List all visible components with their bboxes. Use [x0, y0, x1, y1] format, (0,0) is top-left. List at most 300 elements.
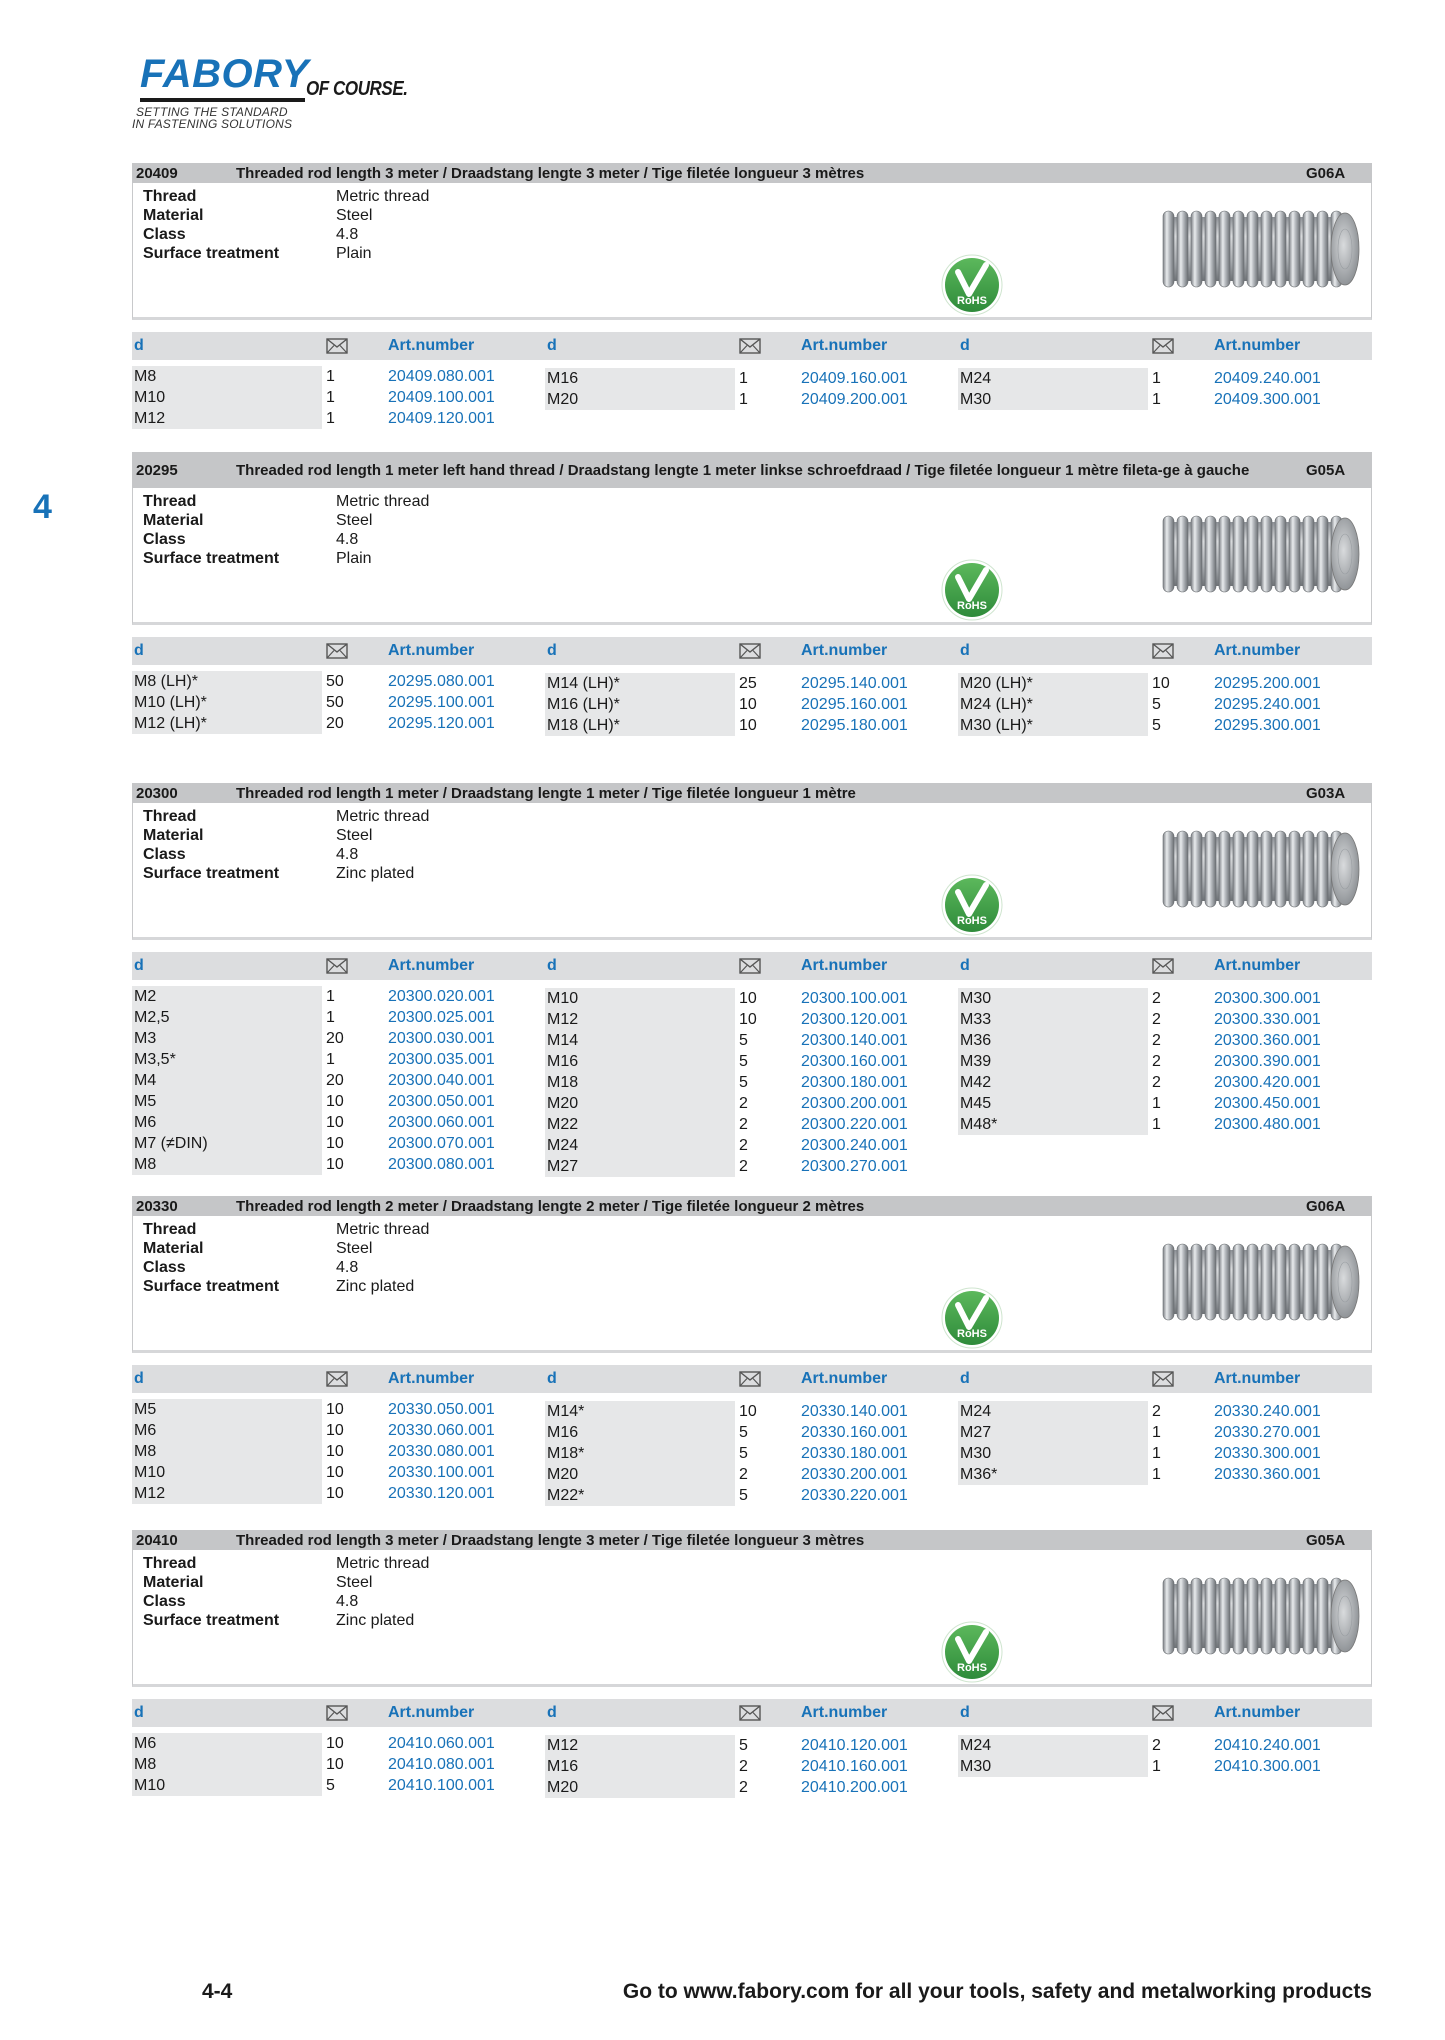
envelope-icon — [1152, 642, 1174, 660]
thread-size: M10 — [132, 387, 322, 408]
brand-name: FABORY — [140, 52, 309, 96]
rohs-badge — [941, 1621, 1003, 1683]
rohs-label: RoHS — [957, 1662, 987, 1674]
footer-website-cta: Go to www.fabory.com for all your tools, safety and metalworking products — [622, 1980, 1372, 2003]
column-header-art-number: Art.number — [801, 1370, 888, 1387]
thread-size: M18* — [545, 1443, 735, 1464]
spec-label-class: Class — [143, 846, 186, 863]
article-number-link[interactable]: 20330.240.001 — [1214, 1403, 1321, 1420]
rohs-label: RoHS — [957, 915, 987, 927]
article-number-link[interactable]: 20410.160.001 — [801, 1758, 908, 1775]
envelope-icon — [326, 642, 348, 660]
thread-size: M5 — [132, 1399, 322, 1420]
thread-size: M24 — [545, 1135, 735, 1156]
column-header-d: d — [960, 1704, 970, 1721]
thread-size: M10 (LH)* — [132, 692, 322, 713]
spec-row-material — [143, 1239, 536, 1258]
envelope-icon — [326, 1370, 348, 1388]
thread-size: M20 — [545, 1777, 735, 1798]
article-number-link[interactable]: 20300.480.001 — [1214, 1116, 1321, 1133]
article-number-link[interactable]: 20300.330.001 — [1214, 1011, 1321, 1028]
spec-box — [132, 1216, 1372, 1353]
pack-quantity: 5 — [739, 1487, 748, 1504]
product-group-code: G03A — [1306, 784, 1346, 802]
article-number-link[interactable]: 20330.120.001 — [388, 1485, 495, 1502]
thread-size: M33 — [958, 1009, 1148, 1030]
threaded-rod-image — [1155, 1570, 1363, 1662]
pack-quantity: 10 — [326, 1156, 344, 1173]
spec-label-surface: Surface treatment — [143, 1612, 280, 1629]
article-number-link[interactable]: 20300.270.001 — [801, 1158, 908, 1175]
column-header-d: d — [547, 642, 557, 659]
pack-quantity: 50 — [326, 694, 344, 711]
article-number-link[interactable]: 20330.220.001 — [801, 1487, 908, 1504]
article-number-link[interactable]: 20330.080.001 — [388, 1443, 495, 1460]
article-number-link[interactable]: 20410.300.001 — [1214, 1758, 1321, 1775]
table-body — [132, 366, 1372, 431]
pack-quantity: 1 — [326, 389, 335, 406]
spec-row-class — [143, 225, 536, 244]
section-header — [132, 1196, 1372, 1216]
article-number-link[interactable]: 20330.140.001 — [801, 1403, 908, 1420]
article-number-link[interactable]: 20330.060.001 — [388, 1422, 495, 1439]
article-number-link[interactable]: 20409.200.001 — [801, 391, 908, 408]
pack-quantity: 5 — [326, 1777, 335, 1794]
envelope-icon — [326, 957, 348, 975]
pack-quantity: 10 — [326, 1443, 344, 1460]
column-header-art-number: Art.number — [801, 642, 888, 659]
section-header — [132, 783, 1372, 803]
pack-quantity: 1 — [1152, 370, 1161, 387]
article-number-link[interactable]: 20330.050.001 — [388, 1401, 495, 1418]
spec-value-surface: Zinc plated — [336, 865, 415, 882]
article-number-link[interactable]: 20300.025.001 — [388, 1009, 495, 1026]
pack-quantity: 10 — [326, 1422, 344, 1439]
spec-row-class — [143, 1592, 536, 1611]
thread-size: M18 (LH)* — [545, 715, 735, 736]
spec-box — [132, 803, 1372, 940]
pack-quantity: 10 — [326, 1485, 344, 1502]
pack-quantity: 10 — [739, 1403, 757, 1420]
spec-label-thread: Thread — [143, 493, 197, 510]
threaded-rod-image — [1155, 823, 1363, 915]
pack-quantity: 2 — [1152, 1074, 1161, 1091]
pack-quantity: 1 — [1152, 1758, 1161, 1775]
spec-label-thread: Thread — [143, 188, 197, 205]
thread-size: M36* — [958, 1464, 1148, 1485]
thread-size: M12 (LH)* — [132, 713, 322, 734]
rohs-badge — [941, 559, 1003, 621]
pack-quantity: 1 — [739, 391, 748, 408]
spec-row-thread — [143, 1220, 536, 1239]
article-number-link[interactable]: 20300.240.001 — [801, 1137, 908, 1154]
spec-row-material — [143, 826, 536, 845]
pack-quantity: 2 — [739, 1137, 748, 1154]
column-header-d: d — [547, 1370, 557, 1387]
thread-size: M3 — [132, 1028, 322, 1049]
spec-value-thread: Metric thread — [336, 808, 430, 825]
pack-quantity: 1 — [326, 410, 335, 427]
article-number-link[interactable]: 20300.180.001 — [801, 1074, 908, 1091]
thread-size: M2,5 — [132, 1007, 322, 1028]
product-code: 20300 — [136, 784, 178, 802]
spec-label-class: Class — [143, 226, 186, 243]
spec-label-surface: Surface treatment — [143, 245, 280, 262]
article-number-link[interactable]: 20295.120.001 — [388, 715, 495, 732]
spec-label-class: Class — [143, 531, 186, 548]
table-body — [132, 1733, 1372, 1798]
pack-quantity: 25 — [739, 675, 757, 692]
thread-size: M16 — [545, 1756, 735, 1777]
pack-quantity: 1 — [326, 1051, 335, 1068]
column-header-art-number: Art.number — [801, 1704, 888, 1721]
column-header-d: d — [134, 642, 144, 659]
article-number-link[interactable]: 20409.120.001 — [388, 410, 495, 427]
article-number-link[interactable]: 20410.120.001 — [801, 1737, 908, 1754]
article-number-link[interactable]: 20410.060.001 — [388, 1735, 495, 1752]
table-header — [132, 332, 1372, 360]
thread-size: M8 — [132, 1441, 322, 1462]
pack-quantity: 10 — [1152, 675, 1170, 692]
article-number-link[interactable]: 20300.300.001 — [1214, 990, 1321, 1007]
spec-row-thread — [143, 1554, 536, 1573]
article-number-link[interactable]: 20300.120.001 — [801, 1011, 908, 1028]
spec-value-material: Steel — [336, 207, 373, 224]
rohs-label: RoHS — [957, 600, 987, 612]
article-number-link[interactable]: 20300.060.001 — [388, 1114, 495, 1131]
thread-size: M24 (LH)* — [958, 694, 1148, 715]
product-title: Threaded rod length 1 meter left hand thread / Draadstang lengte 1 meter linkse schroefdraad / Tige filetée longueur 1 mètre fileta-ge à gauche — [236, 461, 1250, 479]
spec-value-material: Steel — [336, 1574, 373, 1591]
spec-label-material: Material — [143, 1574, 204, 1591]
column-header-d: d — [960, 957, 970, 974]
rohs-badge — [941, 1287, 1003, 1349]
article-number-link[interactable]: 20300.100.001 — [801, 990, 908, 1007]
pack-quantity: 10 — [739, 696, 757, 713]
thread-size: M6 — [132, 1733, 322, 1754]
spec-row-material — [143, 1573, 536, 1592]
pack-quantity: 2 — [1152, 990, 1161, 1007]
product-section-20300 — [132, 783, 1372, 1177]
thread-size: M30 — [958, 389, 1148, 410]
column-header-d: d — [134, 1704, 144, 1721]
pack-quantity: 1 — [326, 1009, 335, 1026]
pack-quantity: 5 — [739, 1737, 748, 1754]
pack-quantity: 10 — [326, 1135, 344, 1152]
spec-row-thread — [143, 492, 536, 511]
article-number-link[interactable]: 20295.100.001 — [388, 694, 495, 711]
spec-value-surface: Zinc plated — [336, 1278, 415, 1295]
threaded-rod-image — [1155, 508, 1363, 600]
pack-quantity: 10 — [326, 1756, 344, 1773]
spec-row-thread — [143, 807, 536, 826]
article-number-link[interactable]: 20410.200.001 — [801, 1779, 908, 1796]
pack-quantity: 2 — [1152, 1053, 1161, 1070]
pack-quantity: 2 — [739, 1158, 748, 1175]
article-number-link[interactable]: 20300.220.001 — [801, 1116, 908, 1133]
pack-quantity: 2 — [1152, 1032, 1161, 1049]
spec-value-thread: Metric thread — [336, 1555, 430, 1572]
spec-label-material: Material — [143, 207, 204, 224]
thread-size: M30 — [958, 1443, 1148, 1464]
article-number-link[interactable]: 20295.180.001 — [801, 717, 908, 734]
spec-label-thread: Thread — [143, 808, 197, 825]
spec-label-surface: Surface treatment — [143, 1278, 280, 1295]
thread-size: M27 — [545, 1156, 735, 1177]
column-header-art-number: Art.number — [1214, 337, 1301, 354]
spec-label-thread: Thread — [143, 1555, 197, 1572]
pack-quantity: 5 — [739, 1074, 748, 1091]
envelope-icon — [739, 642, 761, 660]
spec-row-class — [143, 1258, 536, 1277]
thread-size: M6 — [132, 1112, 322, 1133]
article-number-link[interactable]: 20300.420.001 — [1214, 1074, 1321, 1091]
spec-label-surface: Surface treatment — [143, 550, 280, 567]
envelope-icon — [326, 1704, 348, 1722]
spec-row-surface — [143, 549, 536, 568]
pack-quantity: 10 — [326, 1093, 344, 1110]
product-section-20410 — [132, 1530, 1372, 1798]
spec-label-class: Class — [143, 1259, 186, 1276]
article-number-link[interactable]: 20300.035.001 — [388, 1051, 495, 1068]
section-header — [132, 163, 1372, 183]
thread-size: M7 (≠DIN) — [132, 1133, 322, 1154]
spec-box — [132, 488, 1372, 625]
brand-tagline-2: IN FASTENING SOLUTIONS — [132, 117, 293, 131]
column-header-art-number: Art.number — [1214, 1370, 1301, 1387]
pack-quantity: 1 — [1152, 391, 1161, 408]
article-number-link[interactable]: 20300.390.001 — [1214, 1053, 1321, 1070]
product-title: Threaded rod length 3 meter / Draadstang lengte 3 meter / Tige filetée longueur 3 mètres — [236, 1531, 865, 1549]
spec-row-surface — [143, 864, 536, 883]
pack-quantity: 1 — [326, 368, 335, 385]
pack-quantity: 1 — [326, 988, 335, 1005]
column-header-d: d — [960, 1370, 970, 1387]
article-number-link[interactable]: 20330.270.001 — [1214, 1424, 1321, 1441]
spec-row-material — [143, 511, 536, 530]
envelope-icon — [1152, 957, 1174, 975]
table-header — [132, 1365, 1372, 1393]
envelope-icon — [739, 1704, 761, 1722]
pack-quantity: 1 — [1152, 1445, 1161, 1462]
thread-size: M14 — [545, 1030, 735, 1051]
threaded-rod-image — [1155, 203, 1363, 295]
thread-size: M5 — [132, 1091, 322, 1112]
article-number-link[interactable]: 20330.100.001 — [388, 1464, 495, 1481]
thread-size: M42 — [958, 1072, 1148, 1093]
article-number-link[interactable]: 20300.450.001 — [1214, 1095, 1321, 1112]
thread-size: M2 — [132, 986, 322, 1007]
column-header-art-number: Art.number — [388, 1704, 475, 1721]
product-group-code: G05A — [1306, 461, 1346, 479]
thread-size: M20 — [545, 1464, 735, 1485]
spec-value-thread: Metric thread — [336, 493, 430, 510]
pack-quantity: 20 — [326, 1072, 344, 1089]
article-number-link[interactable]: 20330.300.001 — [1214, 1445, 1321, 1462]
article-number-link[interactable]: 20409.080.001 — [388, 368, 495, 385]
thread-size: M27 — [958, 1422, 1148, 1443]
spec-value-surface: Zinc plated — [336, 1612, 415, 1629]
spec-value-material: Steel — [336, 827, 373, 844]
pack-quantity: 1 — [1152, 1116, 1161, 1133]
article-number-link[interactable]: 20300.200.001 — [801, 1095, 908, 1112]
product-code: 20295 — [136, 461, 178, 479]
spec-box — [132, 183, 1372, 320]
article-number-link[interactable]: 20295.080.001 — [388, 673, 495, 690]
spec-row-surface — [143, 1277, 536, 1296]
article-number-link[interactable]: 20300.070.001 — [388, 1135, 495, 1152]
pack-quantity: 1 — [1152, 1095, 1161, 1112]
article-number-link[interactable]: 20295.240.001 — [1214, 696, 1321, 713]
article-number-link[interactable]: 20300.080.001 — [388, 1156, 495, 1173]
product-group-code: G06A — [1306, 164, 1346, 182]
spec-label-material: Material — [143, 1240, 204, 1257]
thread-size: M12 — [545, 1009, 735, 1030]
article-number-link[interactable]: 20410.080.001 — [388, 1756, 495, 1773]
thread-size: M6 — [132, 1420, 322, 1441]
column-header-art-number: Art.number — [388, 1370, 475, 1387]
thread-size: M22* — [545, 1485, 735, 1506]
article-number-link[interactable]: 20300.360.001 — [1214, 1032, 1321, 1049]
envelope-icon — [739, 337, 761, 355]
thread-size: M12 — [545, 1735, 735, 1756]
table-header — [132, 1699, 1372, 1727]
spec-value-class: 4.8 — [336, 1593, 359, 1610]
product-title: Threaded rod length 1 meter / Draadstang lengte 1 meter / Tige filetée longueur 1 mètre — [236, 784, 856, 802]
chapter-marker: 4 — [33, 488, 52, 526]
pack-quantity: 10 — [326, 1114, 344, 1131]
envelope-icon — [1152, 337, 1174, 355]
table-body — [132, 1399, 1372, 1506]
pack-quantity: 2 — [739, 1466, 748, 1483]
column-header-art-number: Art.number — [801, 957, 888, 974]
product-section-20330 — [132, 1196, 1372, 1506]
product-code: 20409 — [136, 164, 178, 182]
pack-quantity: 20 — [326, 1030, 344, 1047]
thread-size: M10 — [132, 1775, 322, 1796]
article-number-link[interactable]: 20300.040.001 — [388, 1072, 495, 1089]
column-header-art-number: Art.number — [388, 337, 475, 354]
thread-size: M39 — [958, 1051, 1148, 1072]
product-section-20409 — [132, 163, 1372, 431]
spec-row-material — [143, 206, 536, 225]
article-number-link[interactable]: 20300.050.001 — [388, 1093, 495, 1110]
spec-label-thread: Thread — [143, 1221, 197, 1238]
pack-quantity: 10 — [739, 990, 757, 1007]
article-number-link[interactable]: 20330.160.001 — [801, 1424, 908, 1441]
pack-quantity: 2 — [739, 1095, 748, 1112]
column-header-art-number: Art.number — [388, 642, 475, 659]
article-number-link[interactable]: 20295.300.001 — [1214, 717, 1321, 734]
pack-quantity: 2 — [1152, 1011, 1161, 1028]
thread-size: M20 — [545, 1093, 735, 1114]
spec-row-thread — [143, 187, 536, 206]
article-number-link[interactable]: 20409.240.001 — [1214, 370, 1321, 387]
column-header-art-number: Art.number — [801, 337, 888, 354]
thread-size: M20 (LH)* — [958, 673, 1148, 694]
pack-quantity: 2 — [739, 1779, 748, 1796]
spec-value-class: 4.8 — [336, 226, 359, 243]
spec-value-class: 4.8 — [336, 1259, 359, 1276]
pack-quantity: 5 — [739, 1445, 748, 1462]
article-number-link[interactable]: 20330.360.001 — [1214, 1466, 1321, 1483]
article-number-link[interactable]: 20295.200.001 — [1214, 675, 1321, 692]
product-section-20295 — [132, 452, 1372, 736]
thread-size: M24 — [958, 1735, 1148, 1756]
article-number-link[interactable]: 20330.180.001 — [801, 1445, 908, 1462]
pack-quantity: 2 — [739, 1758, 748, 1775]
thread-size: M4 — [132, 1070, 322, 1091]
pack-quantity: 10 — [326, 1464, 344, 1481]
article-number-link[interactable]: 20409.100.001 — [388, 389, 495, 406]
article-number-link[interactable]: 20330.200.001 — [801, 1466, 908, 1483]
product-code: 20330 — [136, 1197, 178, 1215]
article-number-link[interactable]: 20295.140.001 — [801, 675, 908, 692]
brand-tagline-1: SETTING THE STANDARD — [136, 105, 288, 119]
thread-size: M8 (LH)* — [132, 671, 322, 692]
pack-quantity: 5 — [739, 1053, 748, 1070]
envelope-icon — [326, 337, 348, 355]
spec-value-class: 4.8 — [336, 531, 359, 548]
article-number-link[interactable]: 20300.020.001 — [388, 988, 495, 1005]
article-number-link[interactable]: 20410.100.001 — [388, 1777, 495, 1794]
spec-value-class: 4.8 — [336, 846, 359, 863]
thread-size: M16 — [545, 1422, 735, 1443]
spec-label-material: Material — [143, 827, 204, 844]
thread-size: M30 — [958, 1756, 1148, 1777]
column-header-d: d — [960, 642, 970, 659]
column-header-d: d — [547, 1704, 557, 1721]
pack-quantity: 10 — [326, 1735, 344, 1752]
article-number-link[interactable]: 20300.030.001 — [388, 1030, 495, 1047]
thread-size: M20 — [545, 389, 735, 410]
column-header-d: d — [134, 337, 144, 354]
pack-quantity: 10 — [326, 1401, 344, 1418]
column-header-d: d — [547, 957, 557, 974]
article-number-link[interactable]: 20295.160.001 — [801, 696, 908, 713]
envelope-icon — [1152, 1370, 1174, 1388]
thread-size: M48* — [958, 1114, 1148, 1135]
envelope-icon — [1152, 1704, 1174, 1722]
rohs-label: RoHS — [957, 1328, 987, 1340]
rohs-label: RoHS — [957, 295, 987, 307]
pack-quantity: 5 — [1152, 717, 1161, 734]
rohs-badge — [941, 874, 1003, 936]
pack-quantity: 5 — [1152, 696, 1161, 713]
article-number-link[interactable]: 20409.160.001 — [801, 370, 908, 387]
thread-size: M16 (LH)* — [545, 694, 735, 715]
spec-label-surface: Surface treatment — [143, 865, 280, 882]
product-title: Threaded rod length 3 meter / Draadstang lengte 3 meter / Tige filetée longueur 3 mètres — [236, 164, 865, 182]
pack-quantity: 10 — [739, 1011, 757, 1028]
brand-slogan: OF COURSE. — [306, 78, 408, 100]
thread-size: M30 — [958, 988, 1148, 1009]
thread-size: M22 — [545, 1114, 735, 1135]
spec-value-material: Steel — [336, 512, 373, 529]
article-number-link[interactable]: 20300.160.001 — [801, 1053, 908, 1070]
column-header-d: d — [547, 337, 557, 354]
article-number-link[interactable]: 20409.300.001 — [1214, 391, 1321, 408]
section-header — [132, 1530, 1372, 1550]
pack-quantity: 1 — [739, 370, 748, 387]
table-body — [132, 671, 1372, 736]
thread-size: M3,5* — [132, 1049, 322, 1070]
spec-value-thread: Metric thread — [336, 1221, 430, 1238]
table-body — [132, 986, 1372, 1177]
article-number-link[interactable]: 20410.240.001 — [1214, 1737, 1321, 1754]
article-number-link[interactable]: 20300.140.001 — [801, 1032, 908, 1049]
spec-label-material: Material — [143, 512, 204, 529]
